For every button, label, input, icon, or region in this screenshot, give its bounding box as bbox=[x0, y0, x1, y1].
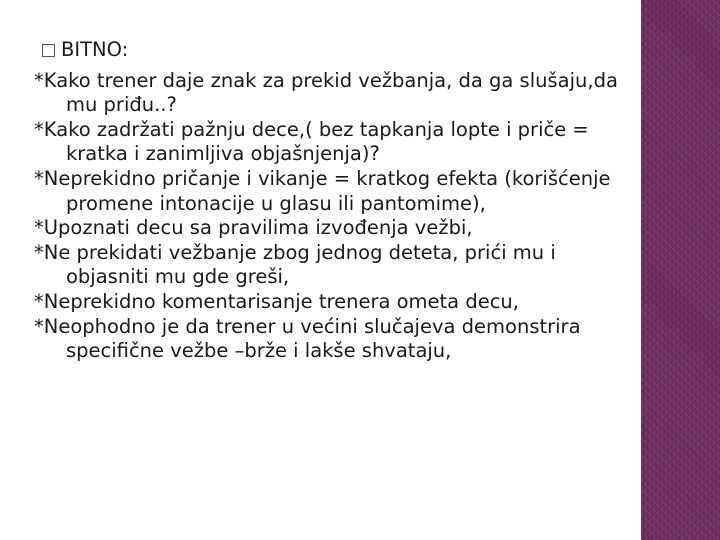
square-bullet-icon bbox=[42, 44, 55, 57]
list-item: *Kako zadržati pažnju dece,( bez tapkanja lopte i priče = kratka i zanimljiva objašnjenja)? bbox=[34, 117, 589, 166]
list-item: *Ne prekidati vežbanje zbog jednog deteta, prići mu i objasniti mu gde greši, bbox=[34, 240, 556, 289]
bullet-heading bbox=[42, 38, 634, 63]
heading-text: BITNO: bbox=[61, 38, 129, 61]
list-item: *Neophodno je da trener u većini slučajeva demonstrira specifične vežbe –brže i lakše shvataju, bbox=[34, 314, 581, 363]
list-item: *Neprekidno pričanje i vikanje = kratkog efekta (korišćenje promene intonacije u glasu ili pantomime), bbox=[34, 166, 611, 215]
list-item: *Kako trener daje znak za prekid vežbanja, da ga slušaju,da mu priđu..? bbox=[34, 68, 618, 117]
slide-content bbox=[34, 38, 634, 364]
decorative-side-band bbox=[641, 0, 720, 540]
list-item: *Upoznati decu sa pravilima izvođenja vežbi, bbox=[34, 216, 473, 240]
list-item: *Neprekidno komentarisanje trenera ometa decu, bbox=[34, 289, 519, 313]
